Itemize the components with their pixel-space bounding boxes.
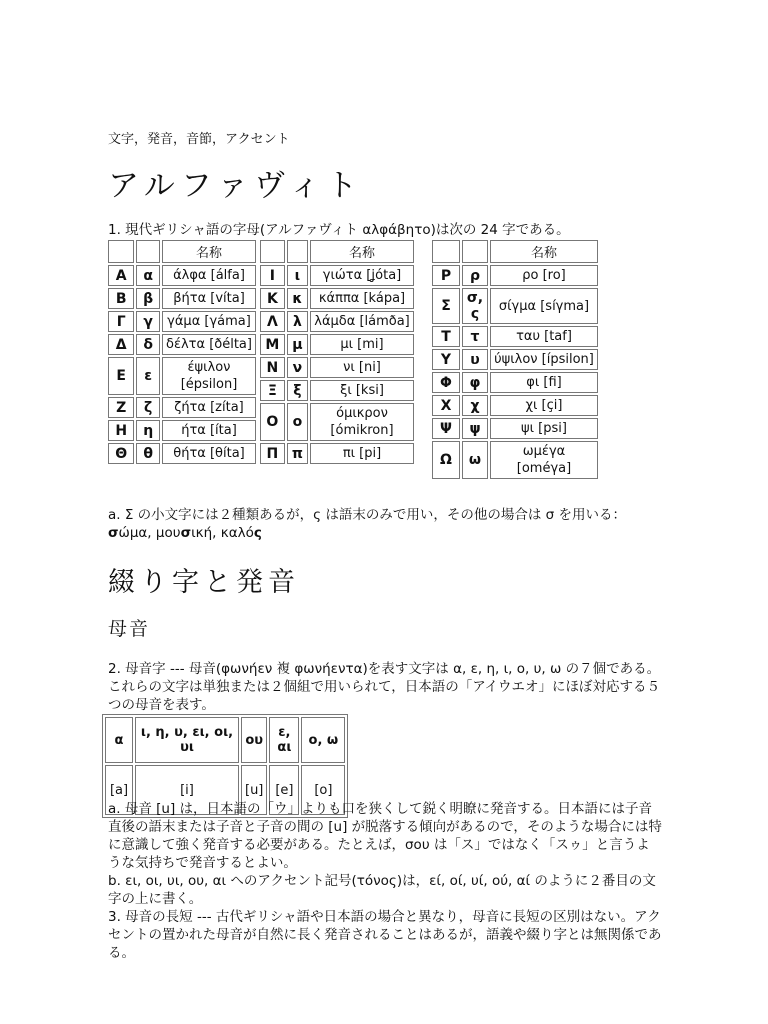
vowel-length-note: 3. 母音の長短 --- 古代ギリシャ語や日本語の場合と異なり，母音に長短の区別はない。アクセントの置かれた母音が自然に長く発音されることはあるが，語義や綴り字とは無関係である。 — [108, 909, 662, 961]
sigma-note: a. Σ の小文字には２種類あるが，ς は語末のみで用い，その他の場合は σ を用いる： σώμα, μουσική, καλός — [108, 507, 627, 541]
table-row: Φ φ φι [fi] — [432, 372, 598, 393]
table-row: Α α άλφα [álfa] — [108, 265, 256, 286]
vowel-note-b: b. ει, οι, υι, ου, αι へのアクセント記号(τόνος)は，εί, οί, υί, ού, αί のように２番目の文字の上に書く。 — [108, 873, 656, 907]
table-row: Γ γ γάμα [γáma] — [108, 311, 256, 332]
table-row: Μ μ μι [mi] — [260, 334, 414, 355]
table-row: Χ χ χι [çi] — [432, 395, 598, 416]
table-row: Ζ ζ ζήτα [zíta] — [108, 397, 256, 418]
table-row: Η η ήτα [íta] — [108, 420, 256, 441]
alphabet-table-2 — [258, 238, 416, 466]
alphabet-table-3 — [430, 238, 600, 481]
table-row: Β β βήτα [víta] — [108, 288, 256, 309]
table-row: Π π πι [pi] — [260, 443, 414, 464]
breadcrumb: 文字，発音，音節，アクセント — [108, 132, 290, 147]
table-row: Τ τ ταυ [taf] — [432, 326, 598, 347]
table-header-row — [260, 240, 414, 263]
table-row: Δ δ δέλτα [ðélta] — [108, 334, 256, 355]
table-row: Ν ν νι [ni] — [260, 357, 414, 378]
table-row: Θ θ θήτα [θíta] — [108, 443, 256, 464]
vowel-ipa-row: [a] [i] [u] [e] [o] — [105, 765, 345, 815]
table-row: Ι ι γιώτα [ʝóta] — [260, 265, 414, 286]
vowel-intro: 2. 母音字 --- 母音(φωνήεν 複 φωνήεντα)を表す文字は α, ε, η, ι, ο, υ, ω の７個である。これらの文字は単独または２個組で用いられて，日本語の「アイウエオ」にほぼ対応する５つの母音を表す。 — [108, 661, 661, 713]
table-row: Ε ε έψιλον [épsilon] — [108, 357, 256, 395]
table-row: Ψ ψ ψι [psi] — [432, 418, 598, 439]
alphabet-intro: 1. 現代ギリシャ語の字母(アルファヴィト αλφάβητο)は次の 24 字である。 — [108, 222, 570, 238]
alphabet-table-1 — [106, 238, 258, 466]
table-row: Σ σ, ς σίγμα [síγma] — [432, 288, 598, 324]
table-row: Ξ ξ ξι [ksi] — [260, 380, 414, 401]
vowel-note-a: a. 母音 [u] は，日本語の「ウ」よりも口を狭くして鋭く明瞭に発音する。日本語には子音直後の語末または子音と子音の間の [u] が脱落する傾向があるので，そのような場合には特に意識して強く発音する必要がある。たとえば，σου は「ス」ではなく「スゥ」と言うような気持ちで発音するとよい。 — [108, 801, 662, 871]
section-title: 綴り字と発音 — [108, 567, 300, 598]
table-header-row — [108, 240, 256, 263]
vowel-letters-row: α ι, η, υ, ει, οι, υι ου ε, αι ο, ω — [105, 717, 345, 763]
table-row: Ω ω ωμέγα [oméγa] — [432, 441, 598, 479]
page-title: アルファヴィト — [108, 168, 364, 204]
table-header: 名称 — [162, 240, 256, 263]
table-row: Κ κ κάππα [kápa] — [260, 288, 414, 309]
table-header-row — [432, 240, 598, 263]
table-row: Λ λ λάμδα [lámða] — [260, 311, 414, 332]
table-row: Ρ ρ ρο [ro] — [432, 265, 598, 286]
table-header: 名称 — [490, 240, 598, 263]
table-row: Ο ο όμικρον [ómikron] — [260, 403, 414, 441]
subsection-title: 母音 — [108, 618, 151, 640]
table-header: 名称 — [310, 240, 414, 263]
table-row: Υ υ ύψιλον [ípsilon] — [432, 349, 598, 370]
